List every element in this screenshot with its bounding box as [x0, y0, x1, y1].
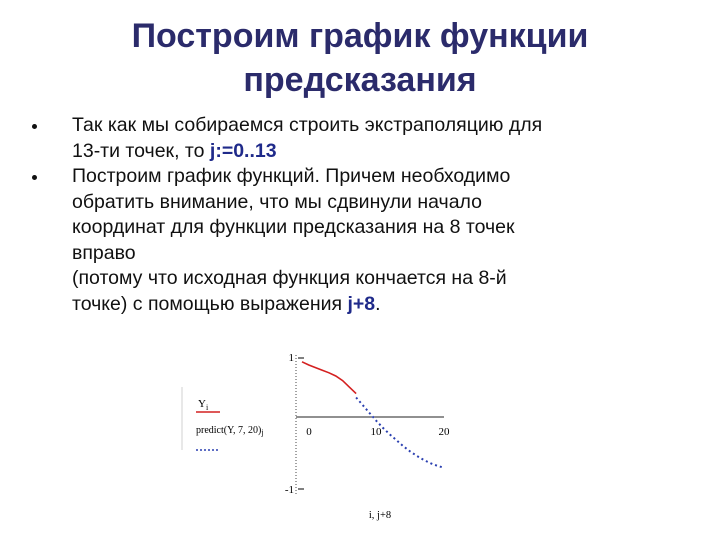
bullet-2-line-6: [72, 292, 688, 318]
bullet-1-line-1: Так как мы собираемся строить экстраполяцию для: [72, 114, 543, 136]
bullet-dot-icon: [32, 175, 37, 180]
series-line-predict: [356, 398, 444, 468]
bullet-list: [28, 113, 688, 317]
bullet-item-1: [28, 113, 688, 164]
shift-expression: j+8: [347, 292, 376, 315]
x-tick-label: 10: [370, 426, 382, 438]
bullet-2-line-3: координат для функции предсказания на 8 точек: [72, 216, 515, 238]
series-line-y: [302, 362, 356, 394]
title-line-2: предсказания: [243, 61, 477, 99]
range-expression: j:=0..13: [209, 139, 277, 162]
bullet-2-line-6-end: .: [375, 292, 381, 315]
bullet-2-line-4: вправо: [72, 241, 136, 264]
x-tick-label: 20: [438, 426, 450, 438]
slide-title: [0, 14, 720, 102]
legend-y-name: Y: [198, 398, 206, 410]
legend-label-y: [198, 398, 209, 412]
legend-predict-name: predict(Y, 7, 20): [196, 425, 262, 436]
x-tick-label: 0: [306, 426, 312, 438]
bullet-2-line-2: обратить внимание, что мы сдвинули начало: [72, 190, 482, 213]
y-tick-label: -1: [284, 484, 294, 496]
legend-predict-sub: j: [261, 428, 264, 437]
bullet-1-line-2-text: 13-ти точек, то: [72, 139, 210, 162]
bullet-item-2: [28, 164, 688, 317]
bullet-2-line-1: Построим график функций. Причем необходимо: [72, 165, 511, 187]
prediction-chart: [176, 345, 466, 535]
x-axis-label: i, j+8: [368, 510, 392, 521]
plot-series-layer: [302, 362, 444, 468]
bullet-2-line-5: (потому что исходная функция кончается на 8-й: [72, 267, 507, 289]
legend-label-predict: [196, 425, 264, 437]
legend-y-sub: i: [205, 403, 209, 412]
title-line-1: Построим график функции: [131, 17, 589, 55]
y-tick-label: 1: [288, 352, 294, 364]
bullet-2-line-6-text: точке) с помощью выражения: [72, 292, 348, 315]
bullet-dot-icon: [32, 124, 37, 129]
bullet-1-line-2: [72, 139, 688, 165]
